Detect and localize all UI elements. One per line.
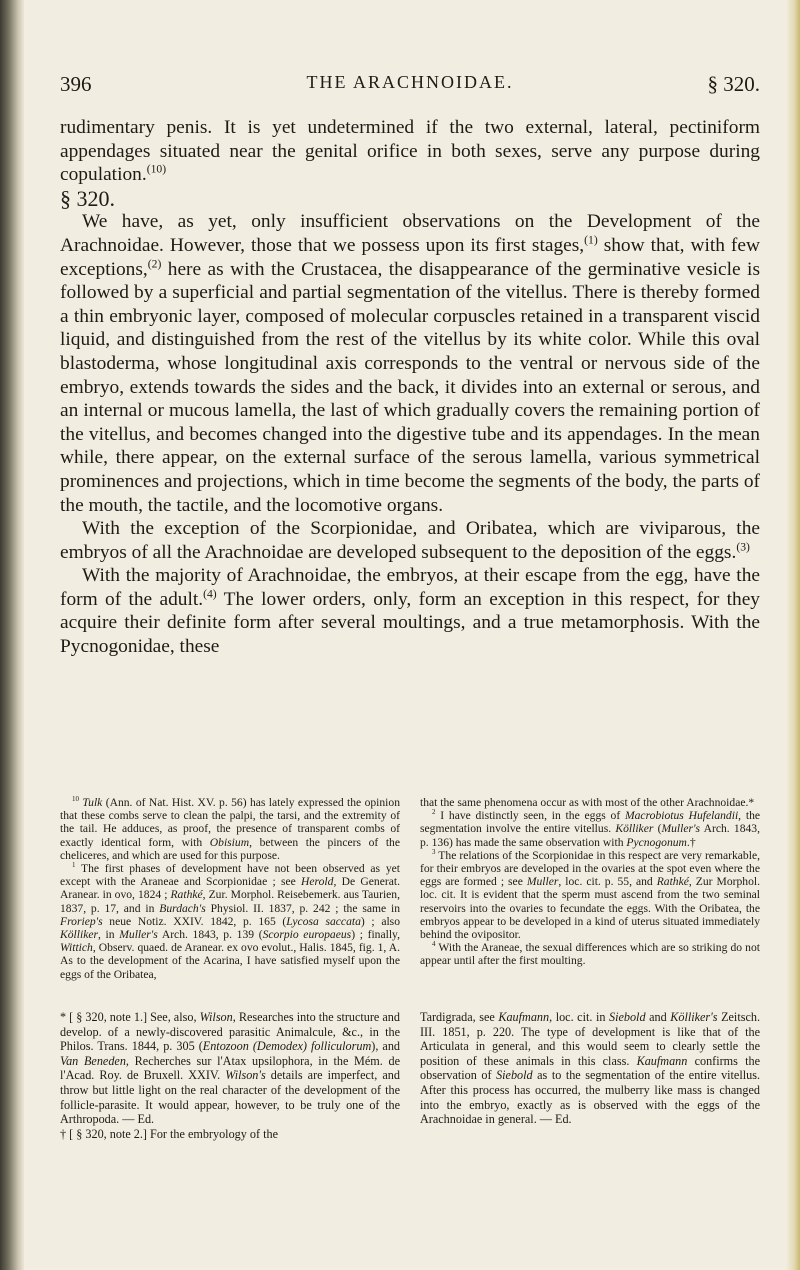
footnote-2: $^2$ I have distinctly seen, in the eggs of Macrobiotus Hufelandii, the segmentation involve the entire vitellus. Kölliker (Muller's Arch. 1843, p. 136) has made the same observation with Pycnogonum.† bbox=[420, 808, 761, 849]
note-ref: (2) bbox=[147, 257, 162, 271]
footnote-1: $^1$ The first phases of development have not been observed as yet except with the Araneae and Scorpionidae ; see Herold, De Generat. Aranear. in ovo, 1824 ; Rathké, Zur. Morphol. Reisebemerk. aus Taurien, 1837, p. 17, and in Burdach's Physiol. II. 1837, p. 242 ; the same in Froriep's neue Notiz. XXIV. 1842, p. 165 (Lycosa saccata) ; also Kölliker, in Muller's Arch. 1843, p. 139 (Scorpio europaeus) ; finally, Wittich, Observ. quaed. de Aranear. ex ovo evolut., Halis. 1845, fig. 1, A. As to the development of the Acarina, I have satisfied myself upon the eggs of the Oribatea, bbox=[60, 861, 401, 981]
header-section-ref: § 320. bbox=[707, 72, 760, 96]
running-title: THE ARACHNOIDAE. bbox=[306, 72, 514, 92]
page-number: 396 bbox=[60, 72, 92, 96]
main-text bbox=[60, 116, 760, 659]
continuation-paragraph: rudimentary penis. It is yet undetermined if the two external, lateral, pectiniform appendages situated near the genital orifice in both sexes, serve any purpose during copulation.$^{(10)}$ bbox=[60, 117, 760, 186]
footnote-3: $^3$ The relations of the Scorpionidae in this respect are very remarkable, for their embryos are developed in the ovaries at the spot even where the eggs are formed ; see Muller, loc. cit. p. 55, and Rathké, Zur Morphol. loc. cit. It is evident that the sperm must ascend from the two seminal reservoirs into the ovaries to fecundate the eggs. With the Oribatea, the embryos appear to be developed in a kind of uterus situated immediately behind the ovipositor. bbox=[420, 847, 760, 942]
note-ref: (4) bbox=[203, 587, 217, 601]
footnotes-left-column bbox=[60, 796, 400, 981]
editor-notes bbox=[60, 1010, 760, 1141]
note-ref: (10) bbox=[146, 162, 167, 176]
editor-notes-left-column bbox=[60, 1010, 400, 1141]
editor-note-2-start: † [ § 320, note 2.] For the embryology of the bbox=[60, 1126, 278, 1141]
book-gutter-shadow bbox=[0, 0, 24, 1270]
footnote-1-continued: that the same phenomena occur as with most of the other Arachnoidae.* bbox=[420, 796, 755, 809]
section-heading: § 320. bbox=[60, 185, 115, 211]
note-ref: (1) bbox=[584, 233, 598, 247]
footnotes-right-column bbox=[420, 796, 760, 981]
note-ref: (3) bbox=[736, 540, 750, 554]
footnote-4: $^4$ With the Araneae, the sexual differences which are so striking do not appear until after the first moulting. bbox=[420, 940, 760, 968]
footnote-10: $^{10}$ Tulk (Ann. of Nat. Hist. XV. p. 56) has lately expressed the opinion that these combs serve to clean the palpi, the tarsi, and the extremity of the tail. He adduces, as proof, the presence of transparent combs of exactly identical form, with Obisium, between the pincers of the cheliceres, and which are used for this purpose. bbox=[60, 795, 400, 862]
paragraph-metamorphosis: With the majority of Arachnoidae, the embryos, at their escape from the egg, have the form of the adult.$^{(4)}$ The lower orders, only, form an exception in this respect, for they acquire their definite form after several moultings, and a true metamorphosis. With the Pycnogonidae, these bbox=[60, 565, 760, 658]
paragraph-viviparous: With the exception of the Scorpionidae, and Oribatea, which are viviparous, the embryos of all the Arachnoidae are developed subsequent to the deposition of the eggs.$^{(3)}$ bbox=[60, 518, 760, 563]
editor-notes-right-column bbox=[420, 1010, 760, 1141]
editor-note-2-continued: Tardigrada, see Kaufmann, loc. cit. in Siebold and Kölliker's Zeitsch. III. 1851, p. 220. The type of development is like that of the Articulata in general, and this would seem to clearly settle the position of these animals in this class. Kaufmann confirms the observation of Siebold as to the segmentation of the entire vitellus. After this process has occurred, the mulberry like mass is changed into the embryo, exactly as is observed with the eggs of the Arachnoidae in general. — Ed. bbox=[420, 1010, 760, 1127]
editor-note-1: * [ § 320, note 1.] See, also, Wilson, Researches into the structure and develop. of a newly-discovered parasitic Animalcule, &c., in the Philos. Trans. 1844, p. 305 (Entozoon (Demodex) folliculorum), and Van Beneden, Recherches sur l'Atax upsilophora, in the Mém. de l'Acad. Roy. de Bruxell. XXIV. Wilson's details are imperfect, and throw but little light on the real character of the development of the follicle-parasite. It would appear, however, to be truly one of the Arthropoda. — Ed. bbox=[60, 1010, 401, 1127]
paragraph-development: We have, as yet, only insufficient observations on the Development of the Arachnoidae. However, those that we possess upon its first stages,$^{(1)}$ show that, with few exceptions,$^{(2)}$ here as with the Crustacea, the disappearance of the germinative vesicle is followed by a superficial and partial segmentation of the vitellus. There is thereby formed a thin embryonic layer, composed of molecular corpuscles retained in a transparent viscid liquid, and distinguished from the rest of the vitellus by its white color. While this oval blastoderma, whose longitudinal axis corresponds to the ventral or nervous side of the embryo, extends towards the sides and the back, it divides into an external or serous, and an internal or mucous lamella, the last of which gradually covers the remaining portion of the vitellus, and becomes changed into the digestive tube and its appendages. In the mean while, there appear, on the external surface of the serous lamella, various symmetrical prominences and projections, which in time become the segments of the body, the parts of the mouth, the tactile, and the locomotive organs. bbox=[60, 211, 761, 516]
page-edge-stain bbox=[786, 0, 800, 1270]
footnotes bbox=[60, 796, 760, 981]
running-header bbox=[60, 72, 760, 106]
